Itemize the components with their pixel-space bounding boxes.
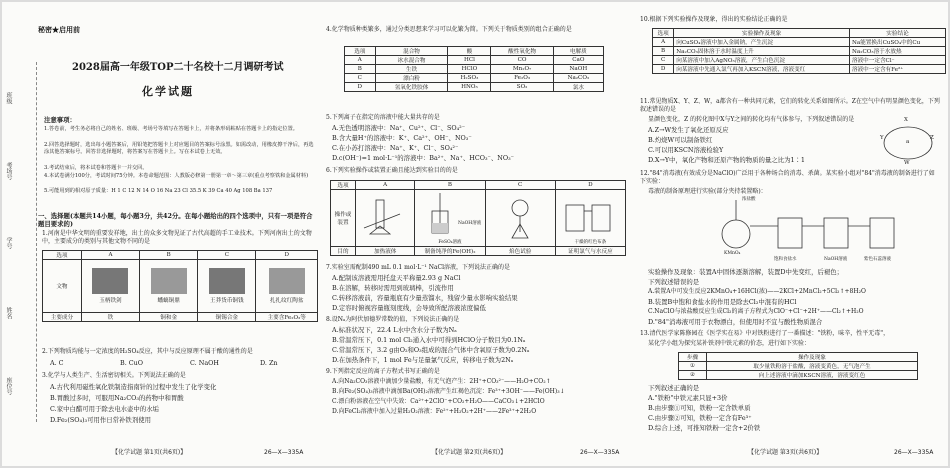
q5-stem: 5.下列离子在指定的溶液中能大量共存的是: [326, 114, 440, 121]
q12-apparatus: [714, 196, 914, 254]
footer-code: 26—X—335A: [264, 449, 304, 456]
q11-option: D.X→Y中，氧化产物和还原产物的物质的量之比为1∶1: [648, 156, 805, 164]
q10-header: 选项: [653, 29, 674, 38]
q10-header: 实验操作及现象: [674, 29, 850, 38]
q3-option: B.胃酸过多时，可服用Na₂CO₃的药物中和胃酸: [50, 394, 184, 402]
label-feso4: FeSO₄溶液: [438, 240, 462, 245]
q8-option: C.常温常压下，3.2 g由O₂和O₃组成的混合气体中含氧原子数为0.2Nₐ: [332, 346, 530, 354]
q1-header: A: [81, 251, 139, 260]
q5-option: A.无色透明溶液中：Na⁺、Cu²⁺、Cl⁻、SO₄²⁻: [332, 124, 466, 132]
q11-option: A.Z→W发生了氧化还原反应: [648, 126, 729, 134]
footer-page-1: 【化学试题 第1页(共6页)】: [112, 449, 187, 456]
q6-purpose-label: 目的: [331, 247, 356, 256]
q4-cell: D: [345, 83, 376, 92]
q13-cell: ①: [679, 362, 707, 371]
q1-row-label: 文物: [43, 260, 82, 313]
q1-comp: 铜锡合金: [198, 313, 256, 322]
q1-header: B: [140, 251, 198, 260]
q4-header: 电解质: [553, 47, 603, 56]
side-label: 班级: [5, 92, 12, 104]
q2-option: C. NaOH: [190, 359, 219, 367]
q10-cell: Na₂CO₃固体溶于水时温度上升: [674, 47, 850, 56]
q10-cell: B: [653, 47, 674, 56]
q11-option: C.可以用KSCN溶液检验Y: [648, 146, 724, 154]
notes-1: 1.答卷前，考生务必将自己的姓名、班级、考场号等填写在答题卡上，并将条形码粘贴在答题卡上的指定位置。: [44, 126, 298, 132]
q4-table: [344, 46, 604, 92]
q10-table: [652, 28, 946, 74]
q10-cell: 向某溶液中加入AgNO₃溶液，产生白色沉淀: [674, 56, 850, 65]
q1-caption: 王莽货币铜钱: [210, 298, 244, 304]
q10-cell: Na₂CO₃溶于水放热: [849, 47, 945, 56]
side-label: 考场号: [5, 162, 12, 180]
side-label: 姓名: [5, 307, 12, 319]
q13-option: C.由步骤②可知，铁粉一定含有Fe³⁺: [648, 414, 752, 422]
q5-option: C.在小苏打溶液中：Na⁺、K⁺、Cl⁻、SO₄²⁻: [332, 144, 459, 152]
q1-comp: 铁: [81, 313, 139, 322]
q1-stem: 1.河南是中华文明的重要发祥地，出土的众多文物见证了古代高超的手工业技术。下列河南出土的文物中，主要成分的类别与其他文物不同的是: [42, 230, 312, 245]
q2-stem: 2.下列物质均能与一定浓度的H₂SO₄反应，其中与反应原理不属于酸的通性的是: [42, 348, 253, 355]
q4-cell: B: [345, 65, 376, 74]
q12-stem: 12."84"消毒液(有效成分是NaClO)广泛用于各种场合的消毒、杀菌。某实验小组对"84"消毒液的制备进行了如下实验：: [640, 170, 935, 185]
q4-header: 酸性氧化物: [491, 47, 553, 56]
notes-2: 2.回答选择题时，选出每小题答案后，用铅笔把答题卡上对应题目的答案标号涂黑。如需改动，用橡皮擦干净后，再选涂其他答案标号。回答非选择题时，将答案写在答题卡上。写在本试卷上无效。: [44, 142, 314, 155]
q1-header: C: [198, 251, 256, 260]
label-naoh: NaOH溶液: [458, 221, 482, 226]
q4-cell: 氢氧化铁胶体: [375, 83, 448, 92]
notes-4: 4.本试卷满分100分，考试时间75分钟。本卷命题范围：人教版必修第一册第一章～第三章(重点考察铁和金属材料): [44, 173, 309, 179]
q3-option: D.Fe₂(SO₄)₃可用作日常补铁剂使用: [50, 416, 151, 424]
q6-row-label: 操作或装置: [331, 190, 356, 247]
q13-option: B.由步骤①可知，铁粉一定含铁单质: [648, 404, 751, 412]
q13-header: 步骤: [679, 353, 707, 362]
coin-photo: [209, 268, 245, 294]
label-kmno4: KMnO₄: [724, 251, 741, 256]
page-1: [2, 2, 320, 466]
q2-option: D. Zn: [260, 359, 278, 367]
q12-question: 下列叙述错误的是: [648, 278, 700, 286]
q11-option: B.灼烧W可以制备铁红: [648, 136, 713, 144]
q4-cell: CO: [491, 56, 553, 65]
q4-cell: Na₂CO₃: [553, 74, 603, 83]
q11-stem: 11.常见物质X、Y、Z、W，a都含有一种共同元素，它们的转化关系如图所示。Z在空气中有明显颜色变化，下列叙述错误的是: [640, 98, 940, 113]
q10-cell: D: [653, 65, 674, 74]
q4-cell: 生铁: [375, 65, 448, 74]
q4-cell: HClO: [448, 65, 491, 74]
q12-option: A.装置A中可发生反应2KMnO₄+16HCl(浓)——2KCl+2MnCl₂+5Cl₂↑+8H₂O: [648, 288, 866, 295]
footer-code: 26—X—335A: [580, 449, 620, 456]
footer-code: 26—X—335A: [894, 449, 934, 456]
apparatus-chlorine: [560, 191, 620, 237]
q13-cell: 向上述溶液中滴加KSCN溶液，溶液变红色: [706, 371, 917, 380]
q6-header: C: [485, 181, 555, 190]
footer-page-3: 【化学试题 第3页(共6页)】: [748, 449, 823, 456]
q9-option: C.漂白粉溶液在空气中失效：Ca²⁺+2ClO⁻+CO₂+H₂O——CaCO₃↓+2HClO: [332, 398, 545, 405]
q5-option: D.c(OH⁻)=1 mol·L⁻¹的溶液中：Ba²⁺、Na⁺、HCO₃⁻、NO₃⁻: [332, 154, 515, 162]
q6-table: [330, 180, 626, 256]
q10-cell: C: [653, 56, 674, 65]
q9-option: B.向Fe₂(SO₄)₃溶液中滴加Ba(OH)₂溶液产生红褐色沉淀：Fe³⁺+3OH⁻——Fe(OH)₃↓: [332, 388, 565, 395]
q1-comp-label: 主要成分: [43, 313, 82, 322]
binding-strip: [2, 62, 37, 422]
footer-page-2: 【化学试题 第2页(共6页)】: [432, 449, 507, 456]
q2-option: A. C: [50, 359, 64, 367]
q4-cell: A: [345, 56, 376, 65]
q4-header: 选项: [345, 47, 376, 56]
q8-option: A.标准状况下，22.4 L水中含水分子数为Nₐ: [332, 326, 457, 334]
q7-option: C.转移溶液前，容量瓶底有少量蒸馏水，残留少量水影响实验结果: [332, 294, 518, 302]
q4-cell: 冰水混合物: [375, 56, 448, 65]
q12-observation: 实验操作及现象：装置A中固体逐渐溶解，装置D中先变红，后褪色；: [648, 268, 844, 276]
q13-option: A."铁粉"中铁元素只显+3价: [648, 394, 728, 402]
q10-cell: A: [653, 38, 674, 47]
q6-header: D: [555, 181, 625, 190]
q13-cell: ②: [679, 371, 707, 380]
q12-option: B.装置B中饱和食盐水的作用是除去Cl₂中混有的HCl: [648, 298, 797, 306]
notes-5: 5.可能用到的相对原子质量：H 1 C 12 N 14 O 16 Na 23 Cl 35.5 K 39 Ca 40 Ag 108 Ba 137: [44, 188, 273, 194]
q9-option: A.向Na₂CO₃溶液中滴加少量盐酸，有无气泡产生：2H⁺+CO₃²⁻——H₂O+CO₂↑: [332, 378, 551, 385]
q10-cell: 向CuSO₄溶液中加入金属钠，产生沉淀: [674, 38, 850, 47]
page-2: [322, 2, 634, 466]
q6-purpose: 焰色试验: [485, 247, 555, 256]
secret-mark: 秘密★启用前: [38, 25, 80, 34]
q4-cell: HCl: [448, 56, 491, 65]
q6-header: A: [356, 181, 415, 190]
q13-question: 下列叙述正确的是: [648, 384, 700, 392]
q1-caption: 蟠螭铜鼎: [157, 298, 180, 304]
q6-header: 选项: [331, 181, 356, 190]
node-y: Y: [880, 135, 884, 141]
label-naoh: NaOH溶液: [824, 257, 848, 262]
q11-stem-2: 显颜色变化，Z 的转化图中X与Y之间的转化均有气体参与，下列叙述错误的是: [648, 116, 855, 123]
q10-cell: Na能置换出CuSO₄中的Cu: [849, 38, 945, 47]
section-1-title: 一、选择题(本题共14小题，每小题3分，共42分。在每小题给出的四个选项中，只有一项是符合题目要求的): [38, 212, 313, 228]
pottery-photo: [269, 268, 305, 294]
q3-stem: 3.化学与人类生产、生活密切相关。下列说法正确的是: [42, 372, 186, 379]
q4-cell: Mn₂O₇: [491, 65, 553, 74]
q1-caption: 扎扎纹红陶盆: [269, 298, 304, 304]
q8-option: B.常温常压下，0.1 mol Cl₂通入水中可得到HClO分子数目为0.1Nₐ: [332, 336, 526, 344]
q4-cell: H₂SO₃: [448, 74, 491, 83]
q7-option: A.配制该溶液需用托盘天平称量2.93 g NaCl: [332, 274, 461, 282]
exam-sheet: [2, 2, 948, 466]
q1-caption: 玉柄铁剑: [99, 298, 122, 304]
side-label: 座位号: [5, 377, 12, 395]
q9-option: D.向FeCl₂溶液中加入过量H₂O₂溶液：Fe²⁺+H₂O₂+2H⁺——2Fe³⁺+2H₂O: [332, 408, 537, 415]
q7-option: D.定容时俯视容量瓶刻度线，会导致所配溶液浓度偏低: [332, 304, 486, 312]
q13-stem: 13.清代医学家陈修园在《医学实在易》中对铁粉进行了一番描述："铁粉，味辛，性平无毒"，: [640, 330, 890, 337]
node-z: Z: [930, 135, 934, 141]
q4-cell: 氯水: [553, 83, 603, 92]
q10-cell: 溶液中一定含有Fe²⁺: [849, 65, 945, 74]
q10-header: 实验结论: [849, 29, 945, 38]
q13-table: [678, 352, 918, 380]
q6-purpose: 制备纯净的Fe(OH)₂: [415, 247, 485, 256]
q12-option: C.NaClO与浓盐酸反应生成Cl₂的离子方程式为ClO⁻+Cl⁻+2H⁺——Cl₂↑+H₂O: [648, 308, 864, 315]
side-label: 学号: [5, 237, 12, 249]
q4-cell: CaO: [553, 56, 603, 65]
q6-stem: 6.下列实验操作或装置正确且能达到实验目的的是: [326, 167, 458, 174]
apparatus-flame: [490, 194, 550, 240]
bronze-ding-photo: [151, 268, 187, 294]
q10-stem: 10.根据下列实验操作及现象，得出的实验结论正确的是: [640, 16, 788, 23]
q6-purpose: 加热液体: [356, 247, 415, 256]
q4-cell: NaOH: [553, 65, 603, 74]
q2-option: B. CuO: [120, 359, 144, 367]
q4-cell: SO₂: [491, 83, 553, 92]
q8-option: D.在加热条件下，1 mol Fe与足量氯气反应，转移电子数为2Nₐ: [332, 356, 514, 364]
q13-cell: 取少量铁粉溶于盐酸，溶液变黄色，无气泡产生: [706, 362, 917, 371]
exam-title: 2028届高一年级TOP二十名校十二月调研考试: [72, 62, 284, 73]
q12-option: D."84"消毒液可用于衣物漂白，但使用时不宜与酸性物质混合: [648, 318, 823, 326]
q12-stem-2: 毒液的制备原理进行实验(部分夹持装置略)：: [648, 188, 767, 195]
notes-title: 注意事项：: [44, 116, 76, 124]
apparatus-heating: [360, 194, 410, 240]
q1-table: [42, 250, 318, 322]
q1-comp: 主要含Fe₂O₃等: [256, 313, 318, 322]
subject-title: 化学试题: [142, 85, 194, 98]
notes-3: 3.考试结束后，将本试卷和答题卡一并交回。: [44, 165, 148, 171]
q1-header: D: [256, 251, 318, 260]
q7-option: B.在溶解，转移时需用到玻璃棒，引流作用: [332, 284, 454, 292]
q3-option: C.家中白醋可用于除去电水壶中的水垢: [50, 405, 159, 413]
node-a: a: [906, 139, 910, 145]
node-w: W: [904, 160, 910, 166]
iron-sword-photo: [92, 268, 128, 294]
label-litmus: 紫色石蕊溶液: [864, 257, 891, 262]
label-cloth: 干燥的红色布条: [574, 240, 607, 245]
apparatus-fe-oh2: [420, 191, 480, 237]
q4-cell: 漂白粉: [375, 74, 448, 83]
q10-cell: 向某溶液中先通入氯气再加入KSCN溶液，溶液变红: [674, 65, 850, 74]
q4-header: 酸: [448, 47, 491, 56]
label-brine: 饱和食盐水: [774, 257, 797, 262]
q10-cell: 溶液中一定含Cl⁻: [849, 56, 945, 65]
q4-cell: Fe₂O₃: [491, 74, 553, 83]
q1-comp: 铜和金: [140, 313, 198, 322]
q13-option: D.综合上述，可推知铁粉一定含+2价铁: [648, 424, 761, 432]
q4-header: 混合物: [375, 47, 448, 56]
label-hcl: 浓盐酸: [742, 197, 756, 202]
node-x: X: [904, 117, 908, 123]
q4-stem: 4.化学物质种类繁多，通过分类思想来学习可以化繁为简。下列关于物质类别的组合正确的是: [326, 26, 572, 33]
q3-option: A.古代利用磁性氧化铁制造指南针的过程中发生了化学变化: [50, 383, 217, 391]
q1-header: 选项: [43, 251, 82, 260]
q4-cell: C: [345, 74, 376, 83]
q7-stem: 7.实验室需配制490 mL 0.1 mol·L⁻¹ NaCl溶液，下列说法正确的是: [326, 264, 511, 271]
q8-stem: 8.设Nₐ为阿伏加德罗常数的值，下列说法正确的是: [326, 316, 460, 323]
q13-stem-2: 某化学小组为探究某补铁剂中铁元素的价态，进行如下实验：: [648, 340, 811, 347]
q9-stem: 9.下列指定反应的离子方程式书写正确的是: [326, 368, 440, 375]
q6-header: B: [415, 181, 485, 190]
page-3: [638, 2, 950, 466]
q4-cell: HNO₃: [448, 83, 491, 92]
q13-header: 操作及现象: [706, 353, 917, 362]
q5-option: B.含大量H⁺的溶液中：K⁺、Ca²⁺、OH⁻、NO₃⁻: [332, 134, 472, 142]
q6-purpose: 证明氯气与水反应: [555, 247, 625, 256]
